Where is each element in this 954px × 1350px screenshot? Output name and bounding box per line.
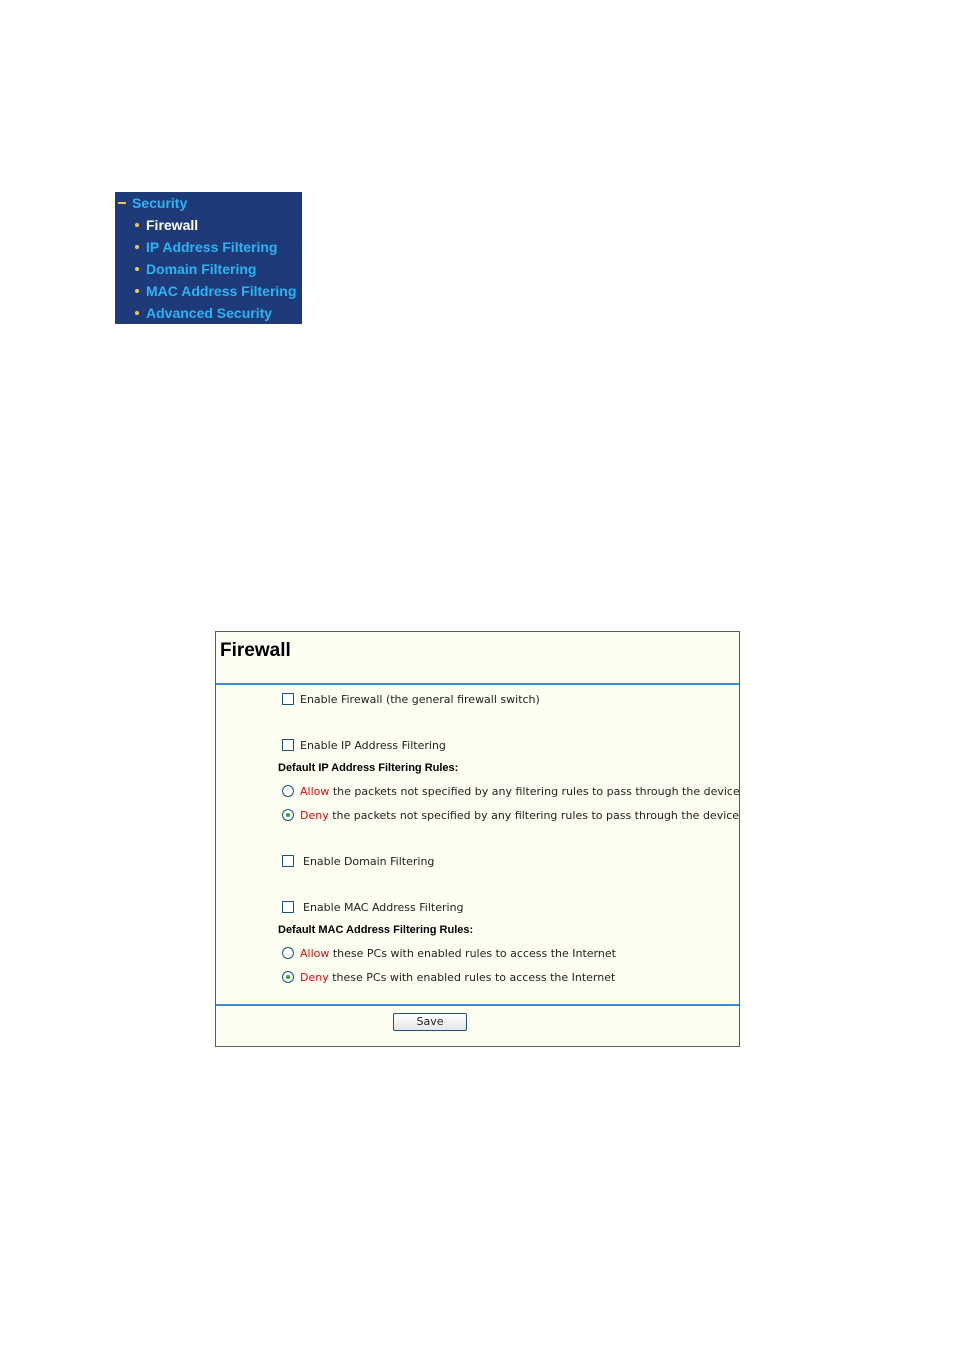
top-divider [216,683,739,685]
enable-domain-filtering-label: Enable Domain Filtering [303,855,435,868]
menu-item-label: IP Address Filtering [146,239,278,255]
collapse-minus-icon [118,202,126,204]
mac-rules-heading: Default MAC Address Filtering Rules: [278,924,474,936]
menu-item-label: MAC Address Filtering [146,283,297,299]
menu-item-label: Advanced Security [146,305,273,321]
page-title: Firewall [220,640,291,661]
menu-item-ip-address-filtering[interactable] [135,236,277,258]
mac-allow-row [282,947,616,961]
mac-deny-row [282,971,615,985]
mac-deny-text: these PCs with enabled rules to access the Internet [328,971,616,984]
mac-allow-keyword: Allow [300,947,330,960]
ip-deny-radio[interactable] [282,809,294,821]
menu-section-label: Security [132,195,188,211]
bottom-divider [216,1004,739,1006]
ip-allow-row [282,785,740,799]
menu-item-label: Firewall [146,217,199,233]
enable-mac-filtering-checkbox[interactable] [282,901,294,913]
enable-mac-filtering-label: Enable MAC Address Filtering [303,901,464,914]
menu-item-firewall[interactable] [135,214,198,236]
bullet-icon [135,245,139,249]
mac-allow-text: these PCs with enabled rules to access the Internet [329,947,616,960]
save-button[interactable]: Save [393,1013,467,1031]
firewall-panel [215,631,740,1047]
enable-domain-filtering-row [282,855,434,869]
bullet-icon [135,289,139,293]
menu-item-mac-address-filtering[interactable] [135,280,296,302]
enable-firewall-checkbox[interactable] [282,693,294,705]
ip-allow-text: the packets not specified by any filtering rules to pass through the device [329,785,740,798]
enable-ip-filtering-label: Enable IP Address Filtering [300,739,446,752]
enable-ip-filtering-row [282,739,446,753]
ip-deny-keyword: Deny [300,809,329,822]
bullet-icon [135,267,139,271]
mac-allow-radio[interactable] [282,947,294,959]
enable-domain-filtering-checkbox[interactable] [282,855,294,867]
menu-item-domain-filtering[interactable] [135,258,256,280]
security-menu [115,192,302,324]
mac-deny-radio[interactable] [282,971,294,983]
mac-deny-keyword: Deny [300,971,329,984]
menu-item-label: Domain Filtering [146,261,257,277]
enable-ip-filtering-checkbox[interactable] [282,739,294,751]
menu-item-advanced-security[interactable] [135,302,272,324]
enable-firewall-row [282,693,540,707]
bullet-icon [135,223,139,227]
ip-deny-text: the packets not specified by any filtering rules to pass through the device [328,809,740,822]
ip-deny-row [282,809,739,823]
ip-allow-radio[interactable] [282,785,294,797]
menu-section-security[interactable] [118,192,187,214]
enable-mac-filtering-row [282,901,464,915]
ip-rules-heading: Default IP Address Filtering Rules: [278,762,459,774]
ip-allow-keyword: Allow [300,785,330,798]
bullet-icon [135,311,139,315]
enable-firewall-label: Enable Firewall (the general firewall switch) [300,693,540,706]
